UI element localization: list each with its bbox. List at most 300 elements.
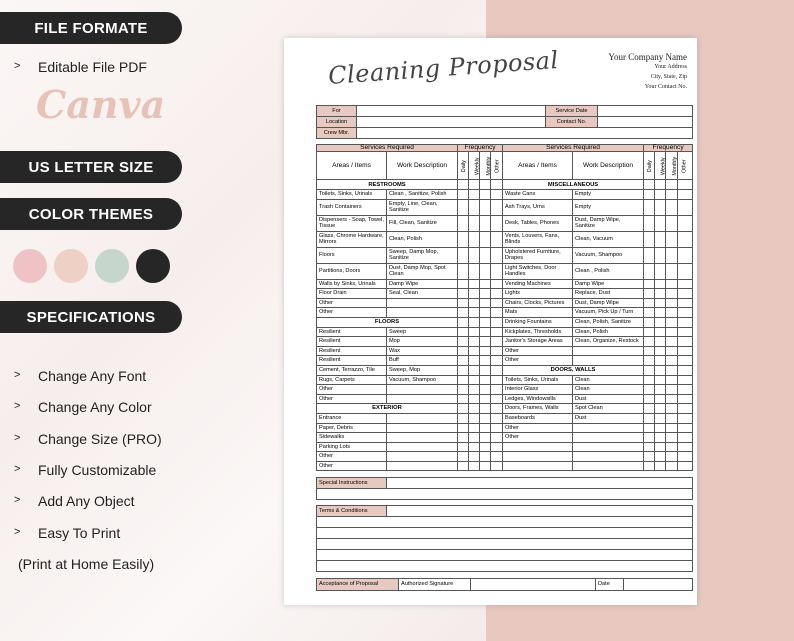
weekly-check-left[interactable] [469, 423, 480, 433]
daily-check-left[interactable] [458, 394, 469, 404]
monthly-check-right[interactable] [666, 394, 678, 404]
area-cell[interactable]: Glass, Chrome Hardware, Mirrors [317, 231, 387, 247]
other-check-left[interactable] [491, 356, 503, 366]
terms-line[interactable] [317, 539, 693, 550]
work-cell[interactable] [573, 346, 644, 356]
monthly-check-left[interactable] [480, 190, 491, 200]
area-cell[interactable]: Dispensers - Soap, Towel, Tissue [317, 215, 387, 231]
work-cell[interactable] [387, 394, 458, 404]
daily-check-right[interactable] [644, 317, 655, 327]
other-check-right[interactable] [678, 433, 693, 443]
other-check-left[interactable] [491, 317, 503, 327]
other-check-right[interactable] [678, 298, 693, 308]
work-cell[interactable]: Vacuum, Pick Up / Turn [573, 308, 644, 318]
weekly-check-left[interactable] [469, 365, 480, 375]
weekly-check-right[interactable] [655, 385, 666, 395]
area-cell[interactable]: Desk, Tables, Phones [503, 215, 573, 231]
empty-cell[interactable] [573, 442, 644, 452]
weekly-check-right[interactable] [655, 215, 666, 231]
area-cell[interactable]: Other [317, 298, 387, 308]
empty-cell[interactable] [666, 442, 678, 452]
daily-check-left[interactable] [458, 442, 469, 452]
daily-check-right[interactable] [644, 308, 655, 318]
area-cell[interactable]: Floor Drain [317, 289, 387, 299]
monthly-check-left[interactable] [480, 308, 491, 318]
work-cell[interactable]: Damp Wipe [573, 279, 644, 289]
weekly-check-left[interactable] [469, 263, 480, 279]
daily-check-left[interactable] [458, 308, 469, 318]
daily-check-right[interactable] [644, 215, 655, 231]
weekly-check-left[interactable] [469, 413, 480, 423]
monthly-check-right[interactable] [666, 231, 678, 247]
daily-check-right[interactable] [644, 263, 655, 279]
monthly-check-right[interactable] [666, 365, 678, 375]
area-cell[interactable]: Ledges, Windowsills [503, 394, 573, 404]
work-cell[interactable]: Fill, Clean, Sanitize [387, 215, 458, 231]
daily-check-right[interactable] [644, 385, 655, 395]
weekly-check-left[interactable] [469, 461, 480, 471]
other-check-left[interactable] [491, 289, 503, 299]
monthly-check-left[interactable] [480, 385, 491, 395]
area-cell[interactable]: Floors [317, 247, 387, 263]
other-check-right[interactable] [678, 190, 693, 200]
other-check-left[interactable] [491, 308, 503, 318]
empty-cell[interactable] [678, 452, 693, 462]
area-cell[interactable]: Resilient [317, 327, 387, 337]
weekly-check-right[interactable] [655, 356, 666, 366]
weekly-check-left[interactable] [469, 433, 480, 443]
work-cell[interactable]: Clean, Polish, Sanitize [573, 317, 644, 327]
area-cell[interactable]: Interior Glass [503, 385, 573, 395]
daily-check-right[interactable] [644, 327, 655, 337]
other-check-right[interactable] [678, 423, 693, 433]
monthly-check-right[interactable] [666, 317, 678, 327]
daily-check-left[interactable] [458, 413, 469, 423]
work-cell[interactable] [573, 433, 644, 443]
work-cell[interactable]: Mop [387, 337, 458, 347]
weekly-check-right[interactable] [655, 423, 666, 433]
weekly-check-left[interactable] [469, 337, 480, 347]
monthly-check-left[interactable] [480, 394, 491, 404]
monthly-check-left[interactable] [480, 263, 491, 279]
work-cell[interactable]: Damp Wipe [387, 279, 458, 289]
terms-field[interactable] [387, 506, 693, 517]
area-cell[interactable]: Janitor's Storage Areas [503, 337, 573, 347]
weekly-check-right[interactable] [655, 298, 666, 308]
monthly-check-left[interactable] [480, 461, 491, 471]
monthly-check-right[interactable] [666, 375, 678, 385]
work-cell[interactable]: Replace, Dust [573, 289, 644, 299]
other-check-left[interactable] [491, 298, 503, 308]
weekly-check-left[interactable] [469, 199, 480, 215]
area-cell[interactable]: Trash Containers [317, 199, 387, 215]
weekly-check-left[interactable] [469, 442, 480, 452]
weekly-check-right[interactable] [655, 231, 666, 247]
area-cell[interactable]: Mats [503, 308, 573, 318]
work-cell[interactable]: Wax [387, 346, 458, 356]
area-cell[interactable]: Drinking Fountains [503, 317, 573, 327]
other-check-left[interactable] [491, 190, 503, 200]
other-check-right[interactable] [678, 365, 693, 375]
daily-check-right[interactable] [644, 298, 655, 308]
weekly-check-right[interactable] [655, 190, 666, 200]
area-cell[interactable]: Other [317, 461, 387, 471]
empty-cell[interactable] [655, 461, 666, 471]
daily-check-right[interactable] [644, 413, 655, 423]
other-check-left[interactable] [491, 215, 503, 231]
weekly-check-right[interactable] [655, 180, 666, 190]
daily-check-left[interactable] [458, 461, 469, 471]
monthly-check-left[interactable] [480, 356, 491, 366]
weekly-check-left[interactable] [469, 394, 480, 404]
monthly-check-right[interactable] [666, 279, 678, 289]
other-check-right[interactable] [678, 337, 693, 347]
area-cell[interactable]: Parking Lots [317, 442, 387, 452]
work-cell[interactable]: Clean , Polish [573, 263, 644, 279]
area-cell[interactable]: Upholstered Furniture, Drapes [503, 247, 573, 263]
daily-check-right[interactable] [644, 404, 655, 414]
work-cell[interactable]: Buff [387, 356, 458, 366]
monthly-check-right[interactable] [666, 385, 678, 395]
monthly-check-left[interactable] [480, 433, 491, 443]
other-check-left[interactable] [491, 346, 503, 356]
area-cell[interactable]: Ash Trays, Urns [503, 199, 573, 215]
area-cell[interactable]: Kickplates, Thresholds [503, 327, 573, 337]
terms-line[interactable] [317, 561, 693, 572]
terms-line[interactable] [317, 517, 693, 528]
weekly-check-right[interactable] [655, 327, 666, 337]
empty-cell[interactable] [678, 442, 693, 452]
daily-check-right[interactable] [644, 365, 655, 375]
work-cell[interactable]: Clean, Vacuum [573, 231, 644, 247]
monthly-check-left[interactable] [480, 327, 491, 337]
monthly-check-right[interactable] [666, 433, 678, 443]
daily-check-right[interactable] [644, 356, 655, 366]
weekly-check-right[interactable] [655, 337, 666, 347]
area-cell[interactable]: Walls by Sinks, Urinals [317, 279, 387, 289]
other-check-left[interactable] [491, 442, 503, 452]
other-check-left[interactable] [491, 327, 503, 337]
other-check-left[interactable] [491, 433, 503, 443]
monthly-check-right[interactable] [666, 423, 678, 433]
monthly-check-left[interactable] [480, 215, 491, 231]
work-cell[interactable]: Empty, Line, Clean, Sanitize [387, 199, 458, 215]
monthly-check-left[interactable] [480, 346, 491, 356]
monthly-check-left[interactable] [480, 442, 491, 452]
work-cell[interactable]: Clean , Sanitize, Polish [387, 190, 458, 200]
work-cell[interactable]: Dust, Damp Wipe [573, 298, 644, 308]
monthly-check-right[interactable] [666, 356, 678, 366]
daily-check-left[interactable] [458, 327, 469, 337]
weekly-check-left[interactable] [469, 317, 480, 327]
monthly-check-right[interactable] [666, 327, 678, 337]
other-check-right[interactable] [678, 289, 693, 299]
other-check-left[interactable] [491, 279, 503, 289]
empty-cell[interactable] [503, 452, 573, 462]
other-check-left[interactable] [491, 394, 503, 404]
empty-cell[interactable] [655, 452, 666, 462]
area-cell[interactable]: Rugs, Carpets [317, 375, 387, 385]
monthly-check-right[interactable] [666, 413, 678, 423]
empty-cell[interactable] [644, 442, 655, 452]
daily-check-left[interactable] [458, 298, 469, 308]
other-check-right[interactable] [678, 394, 693, 404]
area-cell[interactable]: Waste Cans [503, 190, 573, 200]
weekly-check-left[interactable] [469, 298, 480, 308]
area-cell[interactable]: Resilient [317, 337, 387, 347]
monthly-check-left[interactable] [480, 298, 491, 308]
monthly-check-right[interactable] [666, 308, 678, 318]
area-cell[interactable]: Doors, Frames, Walls [503, 404, 573, 414]
area-cell[interactable]: Other [317, 394, 387, 404]
weekly-check-right[interactable] [655, 375, 666, 385]
work-cell[interactable] [387, 413, 458, 423]
other-check-left[interactable] [491, 404, 503, 414]
other-check-right[interactable] [678, 231, 693, 247]
monthly-check-left[interactable] [480, 289, 491, 299]
area-cell[interactable]: Partitions, Doors [317, 263, 387, 279]
daily-check-right[interactable] [644, 190, 655, 200]
weekly-check-left[interactable] [469, 215, 480, 231]
monthly-check-right[interactable] [666, 337, 678, 347]
other-check-right[interactable] [678, 215, 693, 231]
work-cell[interactable]: Clean [573, 375, 644, 385]
other-check-left[interactable] [491, 413, 503, 423]
weekly-check-left[interactable] [469, 231, 480, 247]
weekly-check-right[interactable] [655, 433, 666, 443]
area-cell[interactable]: Toilets, Sinks, Urinals [503, 375, 573, 385]
daily-check-left[interactable] [458, 190, 469, 200]
work-cell[interactable]: Clean, Polish [573, 327, 644, 337]
work-cell[interactable] [387, 433, 458, 443]
weekly-check-right[interactable] [655, 413, 666, 423]
weekly-check-right[interactable] [655, 289, 666, 299]
daily-check-left[interactable] [458, 317, 469, 327]
daily-check-left[interactable] [458, 263, 469, 279]
terms-line[interactable] [317, 550, 693, 561]
daily-check-left[interactable] [458, 375, 469, 385]
monthly-check-left[interactable] [480, 404, 491, 414]
other-check-left[interactable] [491, 199, 503, 215]
service-date-field[interactable] [598, 106, 693, 117]
monthly-check-left[interactable] [480, 180, 491, 190]
daily-check-left[interactable] [458, 385, 469, 395]
work-cell[interactable] [387, 423, 458, 433]
work-cell[interactable]: Dust, Damp Mop, Spot Clean [387, 263, 458, 279]
empty-cell[interactable] [644, 452, 655, 462]
weekly-check-right[interactable] [655, 279, 666, 289]
daily-check-left[interactable] [458, 180, 469, 190]
daily-check-left[interactable] [458, 423, 469, 433]
monthly-check-left[interactable] [480, 317, 491, 327]
other-check-left[interactable] [491, 180, 503, 190]
weekly-check-left[interactable] [469, 247, 480, 263]
weekly-check-right[interactable] [655, 394, 666, 404]
weekly-check-right[interactable] [655, 317, 666, 327]
date-field[interactable] [624, 579, 693, 591]
work-cell[interactable] [387, 298, 458, 308]
area-cell[interactable]: Other [317, 308, 387, 318]
daily-check-left[interactable] [458, 215, 469, 231]
work-cell[interactable]: Empty [573, 199, 644, 215]
work-cell[interactable]: Seal, Clean [387, 289, 458, 299]
area-cell[interactable]: Other [503, 433, 573, 443]
special-instructions-field[interactable] [387, 478, 693, 489]
signature-field[interactable] [471, 579, 596, 591]
monthly-check-left[interactable] [480, 365, 491, 375]
work-cell[interactable] [387, 442, 458, 452]
weekly-check-left[interactable] [469, 308, 480, 318]
other-check-left[interactable] [491, 247, 503, 263]
other-check-right[interactable] [678, 385, 693, 395]
area-cell[interactable]: Baseboards [503, 413, 573, 423]
area-cell[interactable]: Toilets, Sinks, Urinals [317, 190, 387, 200]
area-cell[interactable]: Other [317, 385, 387, 395]
daily-check-left[interactable] [458, 365, 469, 375]
daily-check-right[interactable] [644, 180, 655, 190]
monthly-check-right[interactable] [666, 199, 678, 215]
empty-cell[interactable] [666, 461, 678, 471]
monthly-check-right[interactable] [666, 215, 678, 231]
other-check-left[interactable] [491, 263, 503, 279]
daily-check-left[interactable] [458, 289, 469, 299]
weekly-check-left[interactable] [469, 452, 480, 462]
monthly-check-right[interactable] [666, 190, 678, 200]
daily-check-left[interactable] [458, 346, 469, 356]
daily-check-left[interactable] [458, 356, 469, 366]
location-field[interactable] [357, 117, 546, 128]
monthly-check-right[interactable] [666, 263, 678, 279]
empty-cell[interactable] [503, 442, 573, 452]
other-check-right[interactable] [678, 346, 693, 356]
monthly-check-left[interactable] [480, 413, 491, 423]
daily-check-right[interactable] [644, 231, 655, 247]
work-cell[interactable]: Clean, Organize, Restock [573, 337, 644, 347]
area-cell[interactable]: Other [503, 423, 573, 433]
area-cell[interactable]: Paper, Debris [317, 423, 387, 433]
other-check-right[interactable] [678, 356, 693, 366]
area-cell[interactable]: Resilient [317, 346, 387, 356]
daily-check-left[interactable] [458, 279, 469, 289]
area-cell[interactable]: Other [503, 346, 573, 356]
daily-check-right[interactable] [644, 375, 655, 385]
other-check-left[interactable] [491, 365, 503, 375]
other-check-right[interactable] [678, 247, 693, 263]
monthly-check-right[interactable] [666, 180, 678, 190]
monthly-check-left[interactable] [480, 231, 491, 247]
area-cell[interactable]: Cement, Terrazzo, Tile [317, 365, 387, 375]
daily-check-right[interactable] [644, 199, 655, 215]
other-check-right[interactable] [678, 308, 693, 318]
area-cell[interactable]: Vending Machines [503, 279, 573, 289]
daily-check-right[interactable] [644, 346, 655, 356]
other-check-right[interactable] [678, 279, 693, 289]
work-cell[interactable] [573, 423, 644, 433]
other-check-left[interactable] [491, 452, 503, 462]
work-cell[interactable]: Sweep, Damp Mop, Sanitize [387, 247, 458, 263]
terms-line[interactable] [317, 528, 693, 539]
daily-check-left[interactable] [458, 337, 469, 347]
monthly-check-right[interactable] [666, 298, 678, 308]
weekly-check-right[interactable] [655, 308, 666, 318]
other-check-left[interactable] [491, 423, 503, 433]
area-cell[interactable]: Vents, Louvers, Fans, Blinds [503, 231, 573, 247]
area-cell[interactable]: Other [317, 452, 387, 462]
daily-check-left[interactable] [458, 231, 469, 247]
contact-no-field[interactable] [598, 117, 693, 128]
empty-cell[interactable] [655, 442, 666, 452]
empty-cell[interactable] [573, 461, 644, 471]
daily-check-right[interactable] [644, 433, 655, 443]
empty-cell[interactable] [666, 452, 678, 462]
other-check-right[interactable] [678, 404, 693, 414]
weekly-check-right[interactable] [655, 247, 666, 263]
daily-check-left[interactable] [458, 199, 469, 215]
work-cell[interactable]: Empty [573, 190, 644, 200]
empty-cell[interactable] [573, 452, 644, 462]
other-check-left[interactable] [491, 231, 503, 247]
daily-check-right[interactable] [644, 289, 655, 299]
weekly-check-left[interactable] [469, 356, 480, 366]
work-cell[interactable]: Spot Clean [573, 404, 644, 414]
work-cell[interactable]: Sweep, Mop [387, 365, 458, 375]
area-cell[interactable]: Sidewalks [317, 433, 387, 443]
other-check-left[interactable] [491, 375, 503, 385]
daily-check-left[interactable] [458, 452, 469, 462]
weekly-check-right[interactable] [655, 346, 666, 356]
monthly-check-left[interactable] [480, 423, 491, 433]
monthly-check-left[interactable] [480, 279, 491, 289]
daily-check-right[interactable] [644, 394, 655, 404]
other-check-left[interactable] [491, 461, 503, 471]
area-cell[interactable]: Entrance [317, 413, 387, 423]
other-check-right[interactable] [678, 180, 693, 190]
weekly-check-left[interactable] [469, 404, 480, 414]
work-cell[interactable]: Clean [573, 385, 644, 395]
daily-check-left[interactable] [458, 433, 469, 443]
other-check-left[interactable] [491, 385, 503, 395]
area-cell[interactable]: Lights [503, 289, 573, 299]
weekly-check-right[interactable] [655, 404, 666, 414]
for-field[interactable] [357, 106, 546, 117]
area-cell[interactable]: Chairs, Clocks, Pictures [503, 298, 573, 308]
work-cell[interactable]: Dust [573, 413, 644, 423]
monthly-check-left[interactable] [480, 337, 491, 347]
other-check-left[interactable] [491, 337, 503, 347]
weekly-check-left[interactable] [469, 289, 480, 299]
work-cell[interactable] [573, 356, 644, 366]
area-cell[interactable]: Resilient [317, 356, 387, 366]
weekly-check-left[interactable] [469, 180, 480, 190]
other-check-right[interactable] [678, 413, 693, 423]
weekly-check-left[interactable] [469, 385, 480, 395]
weekly-check-right[interactable] [655, 199, 666, 215]
work-cell[interactable] [387, 452, 458, 462]
daily-check-left[interactable] [458, 247, 469, 263]
monthly-check-right[interactable] [666, 247, 678, 263]
monthly-check-left[interactable] [480, 247, 491, 263]
work-cell[interactable] [387, 385, 458, 395]
monthly-check-right[interactable] [666, 346, 678, 356]
daily-check-right[interactable] [644, 337, 655, 347]
work-cell[interactable] [387, 461, 458, 471]
work-cell[interactable]: Dust, Damp Wipe, Sanitize [573, 215, 644, 231]
weekly-check-left[interactable] [469, 346, 480, 356]
work-cell[interactable]: Clean, Polish [387, 231, 458, 247]
special-instructions-line[interactable] [317, 489, 693, 500]
daily-check-right[interactable] [644, 247, 655, 263]
monthly-check-right[interactable] [666, 289, 678, 299]
